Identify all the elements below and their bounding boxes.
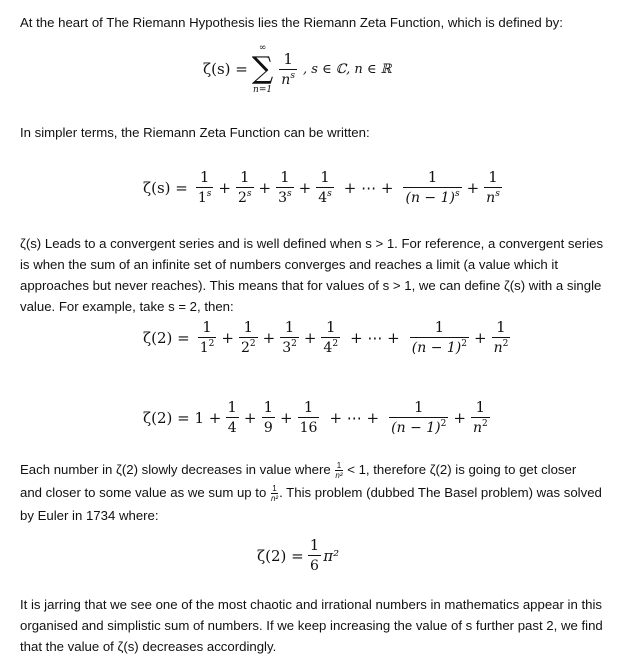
summation-symbol: ∞ ∑ n=1 <box>251 43 274 95</box>
eq3-term-1: $\frac{1}{1^2}$ <box>199 318 215 356</box>
eq3-term-3: $\frac{1}{3^2}$ <box>282 318 297 356</box>
inline-fraction-2: $\frac{1}{\text{n²}}$ <box>270 484 279 504</box>
inline-fraction-1: $\frac{1}{\text{n²}}$ <box>335 461 343 481</box>
zeta-expanded-equation: ζ(s) = $\frac{1}{1^s}$ + $\frac{1}{2^s}$ + $\frac{1}{3^s}$ + $\frac{1}{4^s}$ + ⋯ + $\frac{1}{(n - 1)^s}$ + $\frac{1}{n^s}$ <box>143 168 500 206</box>
eq2-term-2: $\frac{1}{2^s}$ <box>238 168 252 206</box>
eq4-term-3: $\frac{1}{16}$ <box>299 398 318 436</box>
eq1-fraction: $\frac{1}{n^s}$ <box>281 49 295 88</box>
basel-result-equation: ζ(2) = $\frac{1}{6}$ π² <box>257 536 340 574</box>
eq1-lhs: ζ(s) = <box>203 60 248 78</box>
eq3-term-2: $\frac{1}{2^2}$ <box>240 318 256 356</box>
eq2-last-term: $\frac{1}{n^s}$ <box>486 168 500 206</box>
eq3-last-term: $\frac{1}{n^2}$ <box>493 318 509 356</box>
zeta-definition-equation <box>203 42 391 96</box>
convergence-paragraph: ζ(s) Leads to a convergent series and is well defined when s > 1. For reference, a convergent series is when the sum of an infinite set of numbers converges and reaches a limit (a value which it approaches but never reaches). This means that for values of s > 1, we can define ζ(s) with a single value. For example, take s = 2, then: <box>20 236 604 314</box>
eq5-fraction: $\frac{1}{6}$ <box>309 536 320 574</box>
zeta-two-numeric-equation: ζ(2) = 1 + $\frac{1}{4}$ + $\frac{1}{9}$ + $\frac{1}{16}$ + ⋯ + $\frac{1}{(n - 1)^2}$ + $\frac{1}{n^2}$ <box>143 398 488 436</box>
eq2-term-4: $\frac{1}{4^s}$ <box>318 168 332 206</box>
eq4-term-2: $\frac{1}{9}$ <box>263 398 274 436</box>
eq4-term-1: $\frac{1}{4}$ <box>227 398 237 436</box>
eq4-penultimate-term: $\frac{1}{(n - 1)^2}$ <box>391 398 447 436</box>
zeta-two-expanded-equation: ζ(2) = $\frac{1}{1^2}$ + $\frac{1}{2^2}$ + $\frac{1}{3^2}$ + $\frac{1}{4^2}$ + ⋯ + $\frac{1}{(n - 1)^2}$ + $\frac{1}{n^2}$ <box>143 318 509 356</box>
eq4-last-term: $\frac{1}{n^2}$ <box>472 398 488 436</box>
basel-paragraph: Each number in ζ(2) slowly decreases in value where $\frac{1}{\text{n²}}$ < 1, therefore ζ(2) is going to get closer and closer to some value as we sum up to $\frac{1}{\text{n²}}$ . This problem (dubbed The Basel problem) was solved by Euler in 1734 where: <box>20 461 602 523</box>
eq2-term-1: $\frac{1}{1^s}$ <box>197 168 212 206</box>
closing-paragraph: It is jarring that we see one of the most chaotic and irrational numbers in mathematics appear in this organised and simplistic sum of numbers. If we keep increasing the value of s further past 2, we find that the value of ζ(s) decreases accordingly. <box>20 597 603 654</box>
eq2-term-3: $\frac{1}{3^s}$ <box>278 168 292 206</box>
eq3-penultimate-term: $\frac{1}{(n - 1)^2}$ <box>411 318 467 356</box>
eq2-penultimate-term: $\frac{1}{(n - 1)^s}$ <box>405 168 460 206</box>
eq1-domain: , s ∈ ℂ, n ∈ ℝ <box>302 61 392 77</box>
eq3-term-4: $\frac{1}{4^2}$ <box>323 318 339 356</box>
intro-paragraph: At the heart of The Riemann Hypothesis lies the Riemann Zeta Function, which is defined by: <box>20 15 563 30</box>
simpler-terms-paragraph: In simpler terms, the Riemann Zeta Function can be written: <box>20 125 370 140</box>
